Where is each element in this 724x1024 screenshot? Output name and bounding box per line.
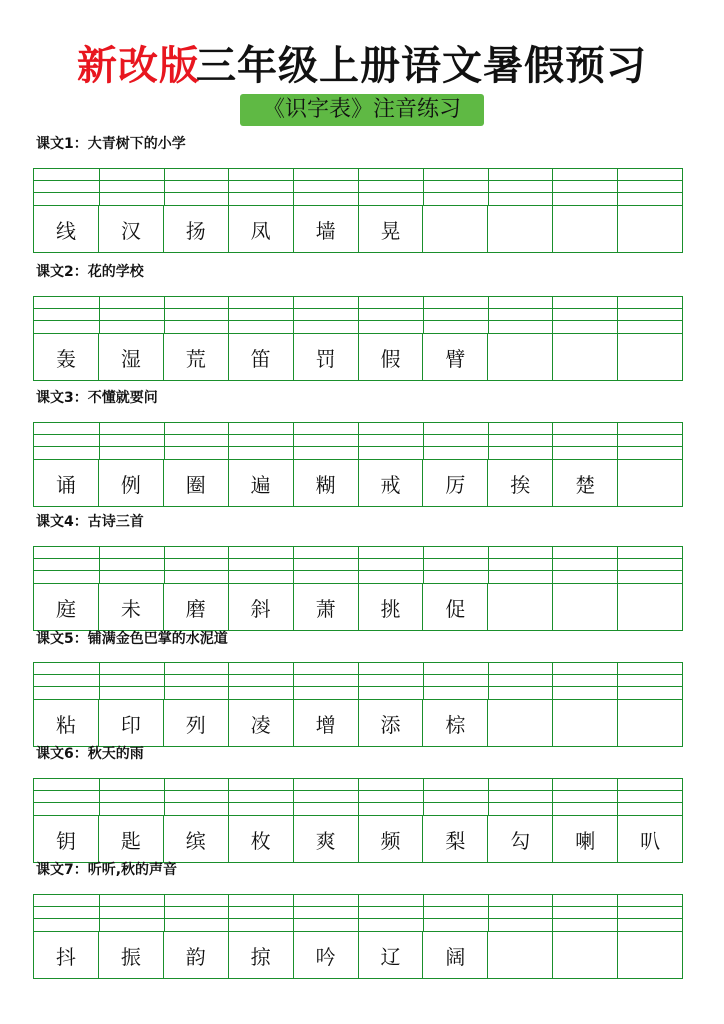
character-cell: 例	[98, 460, 163, 506]
cell-divider	[423, 779, 424, 815]
character-cell: 列	[163, 700, 228, 746]
character-cell: 萧	[293, 584, 358, 630]
cell-divider	[552, 547, 553, 583]
character-cell: 戒	[358, 460, 423, 506]
cell-divider	[552, 423, 553, 459]
pinyin-grid	[33, 662, 683, 747]
cell-divider	[164, 169, 165, 205]
character-cell: 缤	[163, 816, 228, 862]
cell-divider	[358, 423, 359, 459]
empty-cell	[617, 460, 682, 506]
character-cell: 扬	[163, 206, 228, 252]
character-cell: 梨	[422, 816, 487, 862]
cell-divider	[358, 169, 359, 205]
character-cell: 抖	[55, 944, 76, 969]
pinyin-grid	[33, 546, 683, 631]
character-cell: 吟	[293, 932, 358, 978]
empty-cell	[552, 584, 617, 630]
pinyin-grid	[33, 296, 683, 381]
character-cell: 圈	[163, 460, 228, 506]
character-cell: 叭	[617, 816, 682, 862]
empty-cell	[552, 700, 617, 746]
cell-divider	[164, 663, 165, 699]
cell-divider	[552, 169, 553, 205]
character-cell: 轰	[55, 346, 76, 371]
pinyin-grid	[33, 168, 683, 253]
empty-cell	[487, 932, 552, 978]
character-cell: 荒	[163, 334, 228, 380]
character-cell: 凤	[228, 206, 293, 252]
character-cell: 糊	[293, 460, 358, 506]
character-cell: 粘	[55, 712, 76, 737]
cell-divider	[358, 895, 359, 931]
character-row	[34, 333, 682, 380]
character-cell: 墙	[293, 206, 358, 252]
page-title	[0, 38, 724, 94]
cell-divider	[358, 297, 359, 333]
character-cell: 印	[98, 700, 163, 746]
empty-cell	[617, 700, 682, 746]
character-cell: 阔	[422, 932, 487, 978]
lesson-label: 课文3：不懂就要问	[36, 390, 158, 406]
character-cell: 线	[55, 218, 76, 243]
lesson-label: 课文5：铺满金色巴掌的水泥道	[36, 631, 228, 647]
character-cell: 斜	[228, 584, 293, 630]
empty-cell	[487, 334, 552, 380]
cell-divider	[164, 297, 165, 333]
lesson-label: 课文6：秋天的雨	[36, 746, 144, 762]
cell-divider	[228, 547, 229, 583]
empty-cell	[617, 206, 682, 252]
cell-divider	[423, 297, 424, 333]
cell-divider	[488, 547, 489, 583]
empty-cell	[487, 206, 552, 252]
empty-cell	[552, 932, 617, 978]
character-cell: 枚	[228, 816, 293, 862]
pinyin-grid	[33, 422, 683, 507]
cell-divider	[488, 297, 489, 333]
character-row	[34, 931, 682, 978]
character-cell: 庭	[55, 596, 76, 621]
cell-divider	[293, 895, 294, 931]
cell-divider	[488, 169, 489, 205]
character-cell: 未	[98, 584, 163, 630]
cell-divider	[617, 423, 618, 459]
empty-cell	[552, 334, 617, 380]
title-main: 三年级上册语文暑假预习	[196, 43, 647, 89]
character-cell: 笛	[228, 334, 293, 380]
character-row	[34, 459, 682, 506]
pinyin-writing-row[interactable]	[34, 547, 682, 583]
cell-divider	[293, 297, 294, 333]
cell-divider	[552, 895, 553, 931]
character-cell: 磨	[163, 584, 228, 630]
character-cell: 遍	[228, 460, 293, 506]
empty-cell	[617, 932, 682, 978]
cell-divider	[423, 663, 424, 699]
cell-divider	[228, 169, 229, 205]
pinyin-grid	[33, 778, 683, 863]
character-row	[34, 583, 682, 630]
lesson-label: 课文2：花的学校	[36, 264, 144, 280]
empty-cell	[617, 584, 682, 630]
cell-divider	[423, 895, 424, 931]
cell-divider	[358, 547, 359, 583]
cell-divider	[99, 423, 100, 459]
empty-cell	[552, 206, 617, 252]
cell-divider	[488, 779, 489, 815]
character-cell: 韵	[163, 932, 228, 978]
cell-divider	[293, 779, 294, 815]
character-cell: 诵	[55, 472, 76, 497]
cell-divider	[228, 895, 229, 931]
character-cell: 罚	[293, 334, 358, 380]
character-row	[34, 815, 682, 862]
cell-divider	[423, 169, 424, 205]
pinyin-writing-row[interactable]	[34, 297, 682, 333]
pinyin-writing-row[interactable]	[34, 779, 682, 815]
character-cell: 假	[358, 334, 423, 380]
character-cell: 湿	[98, 334, 163, 380]
cell-divider	[99, 547, 100, 583]
cell-divider	[293, 547, 294, 583]
character-cell: 勾	[487, 816, 552, 862]
empty-cell	[617, 334, 682, 380]
cell-divider	[293, 423, 294, 459]
character-row	[34, 699, 682, 746]
cell-divider	[423, 547, 424, 583]
cell-divider	[164, 895, 165, 931]
cell-divider	[164, 779, 165, 815]
empty-cell	[487, 584, 552, 630]
title-highlight: 新改版	[77, 43, 200, 89]
character-cell: 爽	[293, 816, 358, 862]
character-cell: 凌	[228, 700, 293, 746]
character-cell: 掠	[228, 932, 293, 978]
pinyin-writing-row[interactable]	[34, 423, 682, 459]
pinyin-writing-row[interactable]	[34, 663, 682, 699]
pinyin-writing-row[interactable]	[34, 895, 682, 931]
character-cell: 辽	[358, 932, 423, 978]
cell-divider	[488, 895, 489, 931]
cell-divider	[617, 297, 618, 333]
pinyin-grid	[33, 894, 683, 979]
character-cell: 添	[358, 700, 423, 746]
page-subtitle: 《识字表》注音练习	[240, 94, 484, 126]
character-cell: 挑	[358, 584, 423, 630]
cell-divider	[423, 423, 424, 459]
cell-divider	[293, 169, 294, 205]
character-cell: 振	[98, 932, 163, 978]
character-cell: 频	[358, 816, 423, 862]
lesson-label: 课文7：听听,秋的声音	[36, 862, 178, 878]
character-cell: 楚	[552, 460, 617, 506]
cell-divider	[228, 297, 229, 333]
cell-divider	[617, 169, 618, 205]
cell-divider	[358, 663, 359, 699]
cell-divider	[552, 779, 553, 815]
cell-divider	[358, 779, 359, 815]
cell-divider	[552, 663, 553, 699]
lesson-label: 课文1：大青树下的小学	[36, 136, 186, 152]
character-cell: 匙	[98, 816, 163, 862]
character-cell: 促	[422, 584, 487, 630]
cell-divider	[164, 547, 165, 583]
cell-divider	[99, 663, 100, 699]
cell-divider	[617, 779, 618, 815]
cell-divider	[99, 779, 100, 815]
empty-cell	[487, 700, 552, 746]
character-cell: 臂	[422, 334, 487, 380]
pinyin-writing-row[interactable]	[34, 169, 682, 205]
cell-divider	[488, 663, 489, 699]
cell-divider	[228, 663, 229, 699]
character-cell: 增	[293, 700, 358, 746]
character-cell: 厉	[422, 460, 487, 506]
character-cell: 喇	[552, 816, 617, 862]
cell-divider	[617, 895, 618, 931]
cell-divider	[228, 423, 229, 459]
character-cell: 钥	[55, 828, 76, 853]
cell-divider	[99, 297, 100, 333]
character-row	[34, 205, 682, 252]
cell-divider	[99, 169, 100, 205]
cell-divider	[164, 423, 165, 459]
cell-divider	[617, 663, 618, 699]
character-cell: 棕	[422, 700, 487, 746]
character-cell: 汉	[98, 206, 163, 252]
cell-divider	[293, 663, 294, 699]
empty-cell	[422, 206, 487, 252]
cell-divider	[617, 547, 618, 583]
cell-divider	[228, 779, 229, 815]
lesson-label: 课文4：古诗三首	[36, 514, 144, 530]
cell-divider	[99, 895, 100, 931]
character-cell: 挨	[487, 460, 552, 506]
character-cell: 晃	[358, 206, 423, 252]
cell-divider	[552, 297, 553, 333]
cell-divider	[488, 423, 489, 459]
